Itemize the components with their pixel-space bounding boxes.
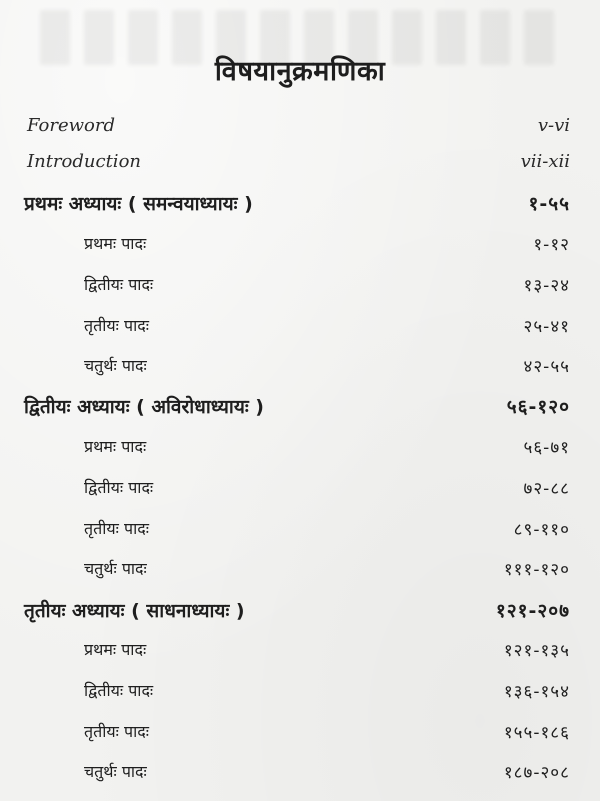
toc-section	[0, 354, 600, 384]
section-label: द्वितीयः पादः	[84, 275, 154, 294]
section-pages: ७२-८८	[523, 479, 570, 499]
section-pages: १३-२४	[523, 276, 570, 296]
chapter-pages: १२१-२०७	[495, 600, 570, 622]
section-label: द्वितीयः पादः	[84, 478, 154, 497]
toc-entry-foreword	[0, 115, 600, 145]
section-pages: १११-१२०	[503, 560, 570, 580]
section-label: तृतीयः पादः	[84, 519, 149, 538]
section-label: चतुर्थः पादः	[84, 559, 147, 578]
section-pages: ५६-७१	[523, 438, 570, 458]
section-pages: ४२-५५	[523, 357, 570, 377]
entry-label: Foreword	[27, 115, 115, 136]
chapter-label: तृतीयः अध्यायः ( साधनाध्यायः )	[24, 600, 245, 622]
section-pages: २५-४१	[523, 317, 570, 337]
toc-section	[0, 232, 600, 262]
section-label: तृतीयः पादः	[84, 722, 149, 741]
section-label: चतुर्थः पादः	[84, 762, 147, 781]
toc-section	[0, 435, 600, 465]
section-label: तृतीयः पादः	[84, 316, 149, 335]
chapter-label: द्वितीयः अध्यायः ( अविरोधाध्यायः )	[24, 396, 264, 418]
section-pages: १२१-१३५	[503, 641, 570, 661]
toc-chapter-2	[0, 393, 600, 423]
chapter-label: प्रथमः अध्यायः ( समन्वयाध्यायः )	[24, 193, 253, 215]
toc-section	[0, 314, 600, 344]
section-label: प्रथमः पादः	[84, 640, 147, 659]
section-label: द्वितीयः पादः	[84, 681, 154, 700]
chapter-pages: ५६-१२०	[506, 396, 570, 418]
toc-section	[0, 476, 600, 506]
section-pages: १-१२	[533, 235, 570, 255]
toc-section	[0, 557, 600, 587]
section-label: प्रथमः पादः	[84, 437, 147, 456]
toc-section	[0, 638, 600, 668]
section-pages: १३६-१५४	[503, 682, 570, 702]
entry-pages: v-vi	[537, 115, 570, 136]
section-label: चतुर्थः पादः	[84, 356, 147, 375]
toc-section	[0, 273, 600, 303]
entry-pages: vii-xii	[520, 151, 570, 172]
toc-section	[0, 760, 600, 790]
toc-section	[0, 517, 600, 547]
section-label: प्रथमः पादः	[84, 234, 147, 253]
section-pages: १८७-२०८	[503, 763, 570, 783]
toc-chapter-1	[0, 190, 600, 220]
entry-label: Introduction	[27, 151, 141, 172]
toc-section	[0, 720, 600, 750]
toc-entry-introduction	[0, 151, 600, 181]
chapter-pages: १-५५	[528, 193, 570, 215]
section-pages: ८९-११०	[513, 520, 570, 540]
toc-section	[0, 679, 600, 709]
section-pages: १५५-१८६	[503, 723, 570, 743]
toc-chapter-3	[0, 597, 600, 627]
page-title: विषयानुक्रमणिका	[214, 56, 386, 87]
